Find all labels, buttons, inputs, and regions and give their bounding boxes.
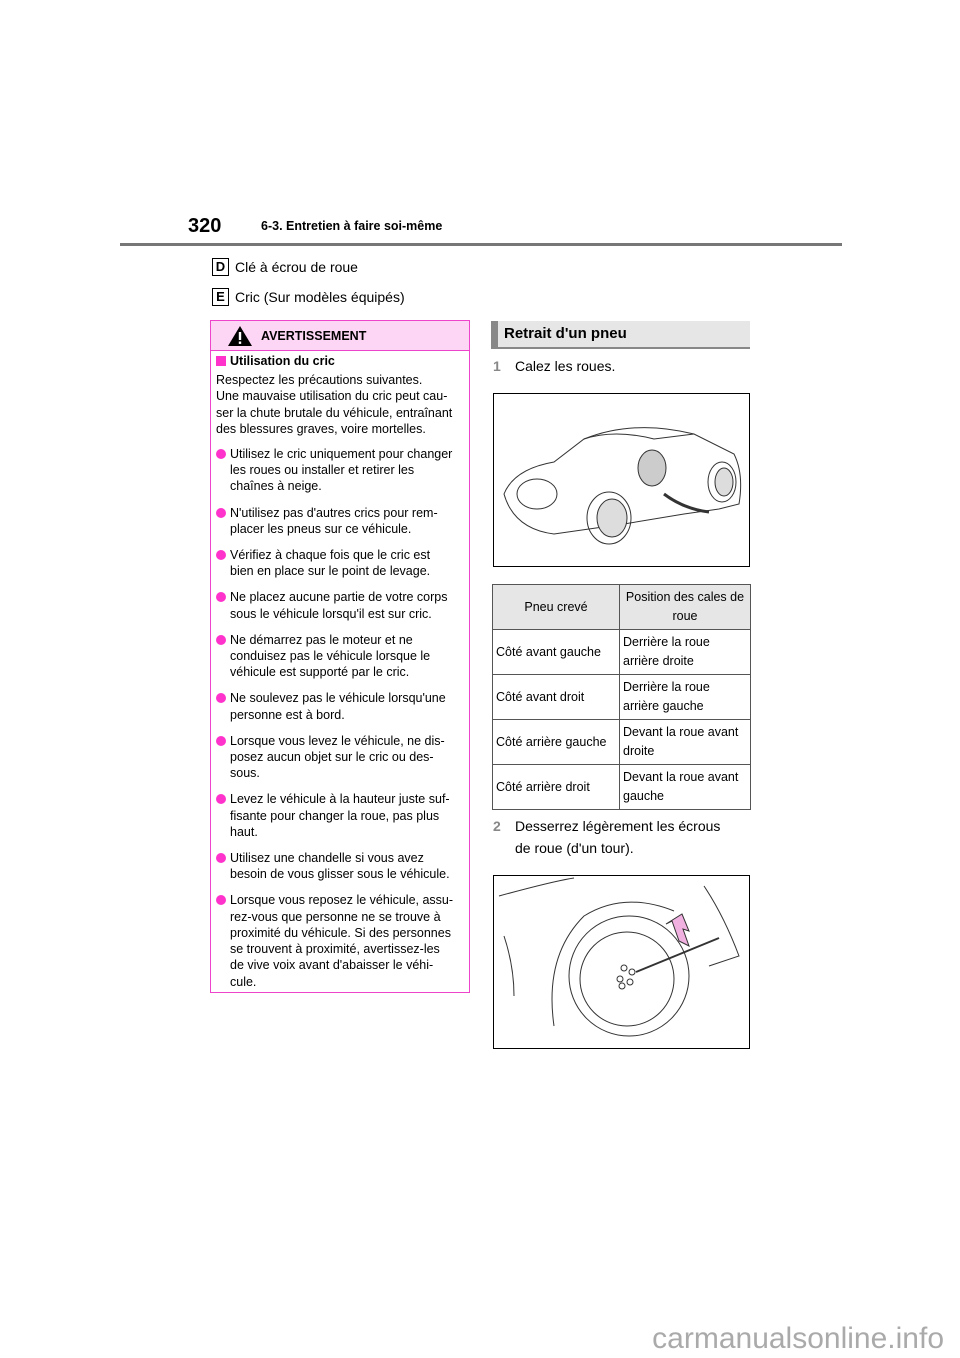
label-text: Cric (Sur modèles équipés) bbox=[235, 289, 405, 305]
step-number: 2 bbox=[493, 818, 501, 834]
table-row bbox=[493, 675, 751, 720]
square-bullet-icon bbox=[216, 356, 226, 366]
table-cell: Côté arrière droit bbox=[493, 765, 620, 810]
warning-bullet bbox=[216, 632, 463, 681]
warning-bullet bbox=[216, 547, 463, 579]
car-illustration bbox=[493, 393, 750, 567]
table-row bbox=[493, 720, 751, 765]
bullet-text: Utilisez une chandelle si vous avez besoin de vous glisser sous le véhicule. bbox=[230, 851, 450, 882]
bullet-dot-icon bbox=[216, 635, 226, 645]
wheel-nut-illustration bbox=[493, 875, 750, 1049]
bullet-dot-icon bbox=[216, 853, 226, 863]
warning-box bbox=[210, 320, 470, 993]
table-cell: Devant la roue avant gauche bbox=[620, 765, 751, 810]
step-text: Desserrez légèrement les écrous de roue (d'un tour). bbox=[515, 818, 721, 856]
wheel-chock-table bbox=[492, 584, 751, 810]
bullet-text: Ne soulevez pas le véhicule lorsqu'une personne est à bord. bbox=[230, 691, 446, 722]
bullet-text: Vérifiez à chaque fois que le cric est bien en place sur le point de levage. bbox=[230, 548, 431, 579]
bullet-text: Lorsque vous reposez le véhicule, assu- rez-vous que personne ne se trouve à proximité du véhicule. Si des personnes se trouvent à proximité, avertissez-les de vive voix avant d'abaisser le véhi- cule. bbox=[230, 893, 454, 989]
table-cell: Derrière la roue arrière gauche bbox=[620, 675, 751, 720]
warning-bullet bbox=[216, 446, 463, 495]
bullet-dot-icon bbox=[216, 736, 226, 746]
table-cell: Côté arrière gauche bbox=[493, 720, 620, 765]
bullet-dot-icon bbox=[216, 449, 226, 459]
bullet-text: Ne démarrez pas le moteur et ne conduisez pas le véhicule lorsque le véhicule est supporté par le cric. bbox=[230, 632, 431, 680]
bullet-text: Levez le véhicule à la hauteur juste suf- fisante pour changer la roue, pas plus haut. bbox=[230, 792, 450, 839]
section-title: 6-3. Entretien à faire soi-même bbox=[261, 219, 443, 233]
bullet-dot-icon bbox=[216, 693, 226, 703]
warning-triangle-icon bbox=[227, 325, 253, 347]
warning-title: AVERTISSEMENT bbox=[261, 328, 367, 343]
label-key: E bbox=[212, 288, 229, 306]
warning-bullet bbox=[216, 589, 463, 621]
table-cell: Côté avant gauche bbox=[493, 630, 620, 675]
header-rule bbox=[120, 243, 842, 246]
watermark: carmanualsonline.info bbox=[652, 1322, 944, 1355]
warning-bullet bbox=[216, 690, 463, 722]
label-d bbox=[212, 258, 358, 276]
warning-bullet bbox=[216, 791, 463, 840]
bullet-text: N'utilisez pas d'autres crics pour rem- placer les pneus sur ce véhicule. bbox=[230, 505, 438, 536]
table-row bbox=[493, 630, 751, 675]
bullet-dot-icon bbox=[216, 508, 226, 518]
bullet-text: Ne placez aucune partie de votre corps sous le véhicule lorsqu'il est sur cric. bbox=[230, 590, 448, 621]
bullet-dot-icon bbox=[216, 895, 226, 905]
subtitle-text: Utilisation du cric bbox=[230, 354, 335, 368]
step-number: 1 bbox=[493, 358, 501, 374]
bullet-dot-icon bbox=[216, 550, 226, 560]
header-cell: Position des cales de roue bbox=[620, 585, 751, 630]
label-e bbox=[212, 288, 405, 306]
step-1 bbox=[493, 355, 615, 377]
warning-intro: Respectez les précautions suivantes. Une mauvaise utilisation du cric peut cau- ser la chute brutale du véhicule, entraînant des blessures graves, voire mortelles. bbox=[216, 373, 453, 436]
step-2 bbox=[493, 815, 720, 859]
section-heading: Retrait d'un pneu bbox=[491, 321, 750, 349]
table-row bbox=[493, 765, 751, 810]
bullet-text: Lorsque vous levez le véhicule, ne dis- posez aucun objet sur le cric ou des- sous. bbox=[230, 733, 445, 781]
bullet-dot-icon bbox=[216, 794, 226, 804]
warning-header bbox=[211, 321, 469, 351]
warning-subtitle bbox=[216, 353, 463, 369]
bullet-dot-icon bbox=[216, 592, 226, 602]
warning-bullet bbox=[216, 892, 463, 989]
label-text: Clé à écrou de roue bbox=[235, 259, 358, 275]
step-text: Calez les roues. bbox=[515, 358, 616, 374]
warning-bullet bbox=[216, 505, 463, 537]
table-header-row bbox=[493, 585, 751, 630]
warning-bullet bbox=[216, 733, 463, 782]
header-cell: Pneu crevé bbox=[493, 585, 620, 630]
warning-bullet bbox=[216, 850, 463, 882]
table-cell: Devant la roue avant droite bbox=[620, 720, 751, 765]
bullet-text: Utilisez le cric uniquement pour changer les roues ou installer et retirer les chaînes à neige. bbox=[230, 447, 453, 494]
label-key: D bbox=[212, 258, 229, 276]
page-number: 320 bbox=[188, 215, 222, 237]
table-cell: Côté avant droit bbox=[493, 675, 620, 720]
table-cell: Derrière la roue arrière droite bbox=[620, 630, 751, 675]
